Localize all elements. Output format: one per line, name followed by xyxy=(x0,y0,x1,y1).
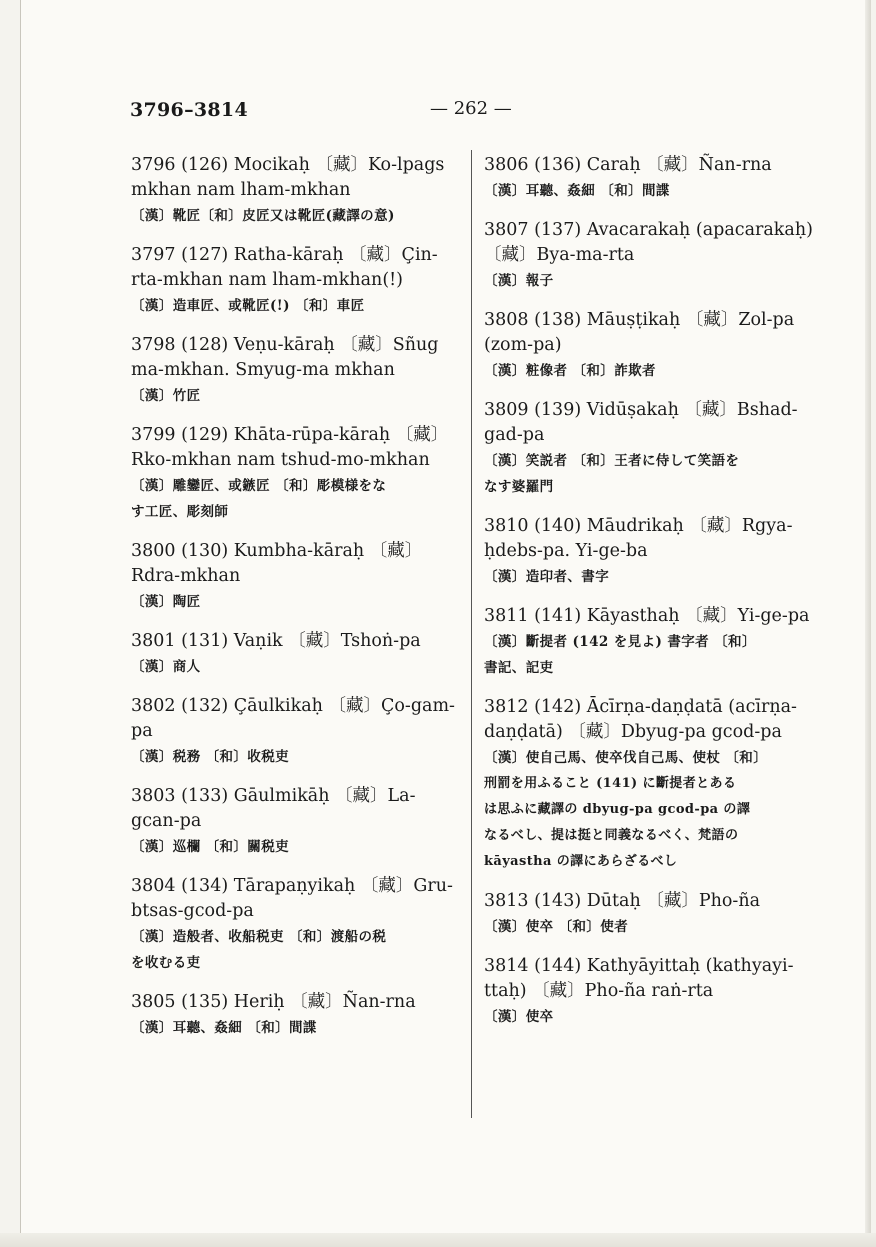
right-column xyxy=(484,153,819,1030)
dictionary-entry xyxy=(131,333,465,409)
entry-gloss: 〔漢〕耳聽、姦細 〔和〕間諜 xyxy=(131,1020,317,1036)
entry-line: pa xyxy=(131,721,153,741)
entry-line: 3800 (130) Kumbha-kāraḥ 〔藏〕 xyxy=(131,541,423,561)
dictionary-entry xyxy=(484,954,819,1030)
page-number: — 262 — xyxy=(430,98,512,119)
dictionary-entry xyxy=(131,423,465,525)
dictionary-entry xyxy=(484,889,819,940)
entry-line: gcan-pa xyxy=(131,811,202,831)
entry-range-header: 3796–3814 xyxy=(130,99,248,121)
dictionary-entry xyxy=(484,153,819,204)
entry-line: 3796 (126) Mocikaḥ 〔藏〕Ko-lpags xyxy=(131,155,445,175)
entry-line: (zom-pa) xyxy=(484,335,562,355)
entry-gloss: なす婆羅門 xyxy=(484,479,554,495)
entry-line: ma-mkhan. Smyug-ma mkhan xyxy=(131,360,395,380)
entry-line: 〔藏〕Bya-ma-rta xyxy=(484,245,635,265)
entry-line: ttaḥ) 〔藏〕Pho-ña raṅ-rta xyxy=(484,981,714,1001)
entry-gloss: 〔漢〕使卒 xyxy=(484,1009,554,1025)
entry-gloss: 〔漢〕竹匠 xyxy=(131,388,201,404)
entry-line: 3799 (129) Khāta-rūpa-kāraḥ 〔藏〕 xyxy=(131,425,449,445)
dictionary-entry xyxy=(484,218,819,294)
entry-line: rta-mkhan nam lham-mkhan(!) xyxy=(131,270,404,290)
entry-line: 3806 (136) Caraḥ 〔藏〕Ñan-rna xyxy=(484,155,772,175)
dictionary-entry xyxy=(131,694,465,770)
entry-line: btsas-gcod-pa xyxy=(131,901,254,921)
dictionary-entry xyxy=(131,874,465,976)
entry-line: 3814 (144) Kathyāyittaḥ (kathyayi- xyxy=(484,956,794,976)
entry-gloss: を收むる吏 xyxy=(131,955,201,971)
scan-edge-shadow xyxy=(865,0,871,1236)
entry-line: 3813 (143) Dūtaḥ 〔藏〕Pho-ña xyxy=(484,891,761,911)
entry-gloss: す工匠、彫刻師 xyxy=(131,504,229,520)
entry-gloss: なるべし、提は挺と同義なるべく、梵語の xyxy=(484,828,739,843)
entry-gloss: 〔漢〕靴匠〔和〕皮匠又は靴匠(藏譯の意) xyxy=(131,208,395,224)
entry-line: 3805 (135) Heriḥ 〔藏〕Ñan-rna xyxy=(131,992,416,1012)
dictionary-entry xyxy=(484,308,819,384)
entry-gloss: 〔漢〕造般者、收船税吏 〔和〕渡船の税 xyxy=(131,929,387,945)
entry-line: 3808 (138) Māuṣṭikaḥ 〔藏〕Zol-pa xyxy=(484,310,795,330)
entry-line: 3812 (142) Ācīrṇa-daṇḍatā (acīrṇa- xyxy=(484,697,797,717)
entry-gloss: 〔漢〕造車匠、或靴匠(!) 〔和〕車匠 xyxy=(131,298,365,314)
entry-line: Rko-mkhan nam tshud-mo-mkhan xyxy=(131,450,430,470)
entry-gloss: 〔漢〕耳聽、姦細 〔和〕間諜 xyxy=(484,183,670,199)
dictionary-entry xyxy=(484,604,819,681)
entry-gloss: 〔漢〕粧像者 〔和〕詐欺者 xyxy=(484,363,656,379)
dictionary-entry xyxy=(131,539,465,615)
column-divider xyxy=(471,150,472,1118)
entry-line: daṇḍatā) 〔藏〕Dbyug-pa gcod-pa xyxy=(484,722,782,742)
entry-line: 3797 (127) Ratha-kāraḥ 〔藏〕Çin- xyxy=(131,245,438,265)
entry-line: 3811 (141) Kāyasthaḥ 〔藏〕Yi-ge-pa xyxy=(484,606,810,626)
entry-line: 3801 (131) Vaṇik 〔藏〕Tshoṅ-pa xyxy=(131,631,421,651)
entry-gloss: 書記、記吏 xyxy=(484,660,554,676)
entry-line: 3809 (139) Vidūṣakaḥ 〔藏〕Bshad- xyxy=(484,400,798,420)
entry-line: ḥdebs-pa. Yi-ge-ba xyxy=(484,541,648,561)
dictionary-entry xyxy=(131,784,465,860)
entry-gloss: kāyastha の譯にあらざるべし xyxy=(484,854,678,869)
entry-gloss: 〔漢〕造印者、書字 xyxy=(484,569,610,585)
entry-gloss: 〔漢〕商人 xyxy=(131,659,201,675)
entry-gloss: 〔漢〕使自己馬、使卒伐自己馬、使杖 〔和〕 xyxy=(484,750,768,766)
entry-line: 3798 (128) Veṇu-kāraḥ 〔藏〕Sñug xyxy=(131,335,439,355)
entry-gloss: 〔漢〕巡欄 〔和〕關税吏 xyxy=(131,839,289,855)
dictionary-entry xyxy=(131,153,465,229)
entry-gloss: 〔漢〕使卒 〔和〕使者 xyxy=(484,919,629,935)
scan-bottom-edge xyxy=(0,1233,876,1247)
dictionary-entry xyxy=(484,398,819,500)
entry-line: 3807 (137) Avacarakaḥ (apacarakaḥ) xyxy=(484,220,813,240)
entry-gloss: 刑罰を用ふること (141) に斷提者とある xyxy=(484,776,737,791)
entry-line: 3810 (140) Māudrikaḥ 〔藏〕Rgya- xyxy=(484,516,793,536)
entry-gloss: 〔漢〕笑説者 〔和〕王者に侍して笑語を xyxy=(484,453,740,469)
entry-line: gad-pa xyxy=(484,425,545,445)
left-column xyxy=(131,153,465,1041)
dictionary-entry xyxy=(484,695,819,875)
entry-line: 3804 (134) Tārapaṇyikaḥ 〔藏〕Gru- xyxy=(131,876,453,896)
dictionary-entry xyxy=(484,514,819,590)
entry-gloss: 〔漢〕斷提者 (142 を見よ) 書字者 〔和〕 xyxy=(484,634,756,650)
entry-line: Rdra-mkhan xyxy=(131,566,241,586)
entry-gloss: 〔漢〕陶匠 xyxy=(131,594,201,610)
entry-gloss: は思ふに藏譯の dbyug-pa gcod-pa の譯 xyxy=(484,802,751,817)
entry-line: mkhan nam lham-mkhan xyxy=(131,180,351,200)
entry-gloss: 〔漢〕税務 〔和〕收税吏 xyxy=(131,749,289,765)
entry-gloss: 〔漢〕雕鑾匠、或鏃匠 〔和〕彫模様をな xyxy=(131,478,387,494)
dictionary-entry xyxy=(131,629,465,680)
entry-line: 3802 (132) Çāulkikaḥ 〔藏〕Ço-gam- xyxy=(131,696,455,716)
dictionary-entry xyxy=(131,990,465,1041)
dictionary-entry xyxy=(131,243,465,319)
entry-gloss: 〔漢〕報子 xyxy=(484,273,554,289)
entry-line: 3803 (133) Gāulmikāḥ 〔藏〕La- xyxy=(131,786,416,806)
